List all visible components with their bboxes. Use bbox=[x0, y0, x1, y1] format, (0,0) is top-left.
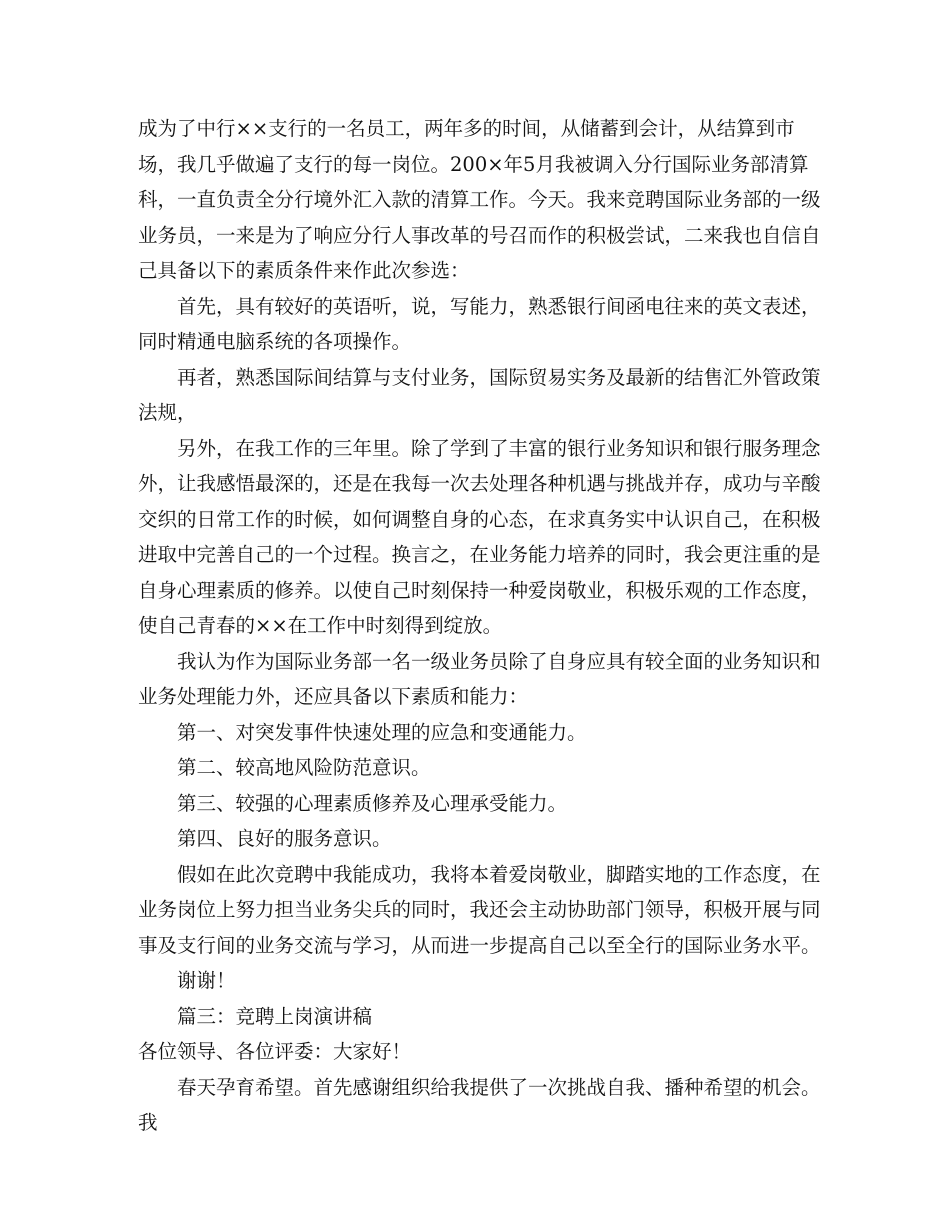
paragraph-thanks: 谢谢！ bbox=[177, 969, 236, 992]
list-item-second: 第二、较高地风险防范意识。 bbox=[177, 756, 431, 779]
list-item-first: 第一、对突发事件快速处理的应急和变通能力。 bbox=[177, 720, 587, 744]
paragraph-requirements: 我认为作为国际业务部一名一级业务员除了自身应具有较全面的业务知识和业务处理能力外，还应具备以下素质和能力： bbox=[138, 649, 821, 708]
list-item-third: 第三、较强的心理素质修养及心理承受能力。 bbox=[177, 791, 568, 815]
section-heading: 篇三：竞聘上岗演讲稿 bbox=[177, 1004, 373, 1028]
paragraph-commitment: 假如在此次竞聘中我能成功，我将本着爱岗敬业，脚踏实地的工作态度，在业务岗位上努力担当业务尖兵的同时，我还会主动协助部门领导，积极开展与同事及支行间的业务交流与学习，从而进一步提高自己以至全行的国际业务水平。 bbox=[138, 862, 821, 957]
paragraph-opening: 春天孕育希望。首先感谢组织给我提供了一次挑战自我、播种希望的机会。我 bbox=[138, 1075, 821, 1134]
paragraph-work-experience: 另外，在我工作的三年里。除了学到了丰富的银行业务知识和银行服务理念外，让我感悟最深的，还是在我每一次去处理各种机遇与挑战并存，成功与辛酸交织的日常工作的时候，如何调整自身的心态，在求真务实中认识自己，在积极进取中完善自己的一个过程。换言之，在业务能力培养的同时，我会更注重的是自身心理素质的修养。以使自己时刻保持一种爱岗敬业，积极乐观的工作态度，使自己青春的××在工作中时刻得到绽放。 bbox=[138, 436, 821, 637]
salutation: 各位领导、各位评委：大家好！ bbox=[138, 1040, 412, 1063]
list-item-fourth: 第四、良好的服务意识。 bbox=[177, 827, 392, 850]
paragraph-english-skills: 首先，具有较好的英语听，说，写能力，熟悉银行间函电往来的英文表述，同时精通电脑系统的各项操作。 bbox=[138, 294, 821, 353]
paragraph-intro: 成为了中行××支行的一名员工，两年多的时间，从储蓄到会计，从结算到市场，我几乎做遍了支行的每一岗位。200×年5月我被调入分行国际业务部清算科，一直负责全分行境外汇入款的清算工作。今天。我来竞聘国际业务部的一级业务员，一来是为了响应分行人事改革的号召而作的积极尝试，二来我也自信自己具备以下的素质条件来作此次参选： bbox=[138, 117, 821, 282]
paragraph-settlement-knowledge: 再者，熟悉国际间结算与支付业务，国际贸易实务及最新的结售汇外管政策法规， bbox=[138, 365, 821, 424]
document-body bbox=[138, 111, 828, 1141]
